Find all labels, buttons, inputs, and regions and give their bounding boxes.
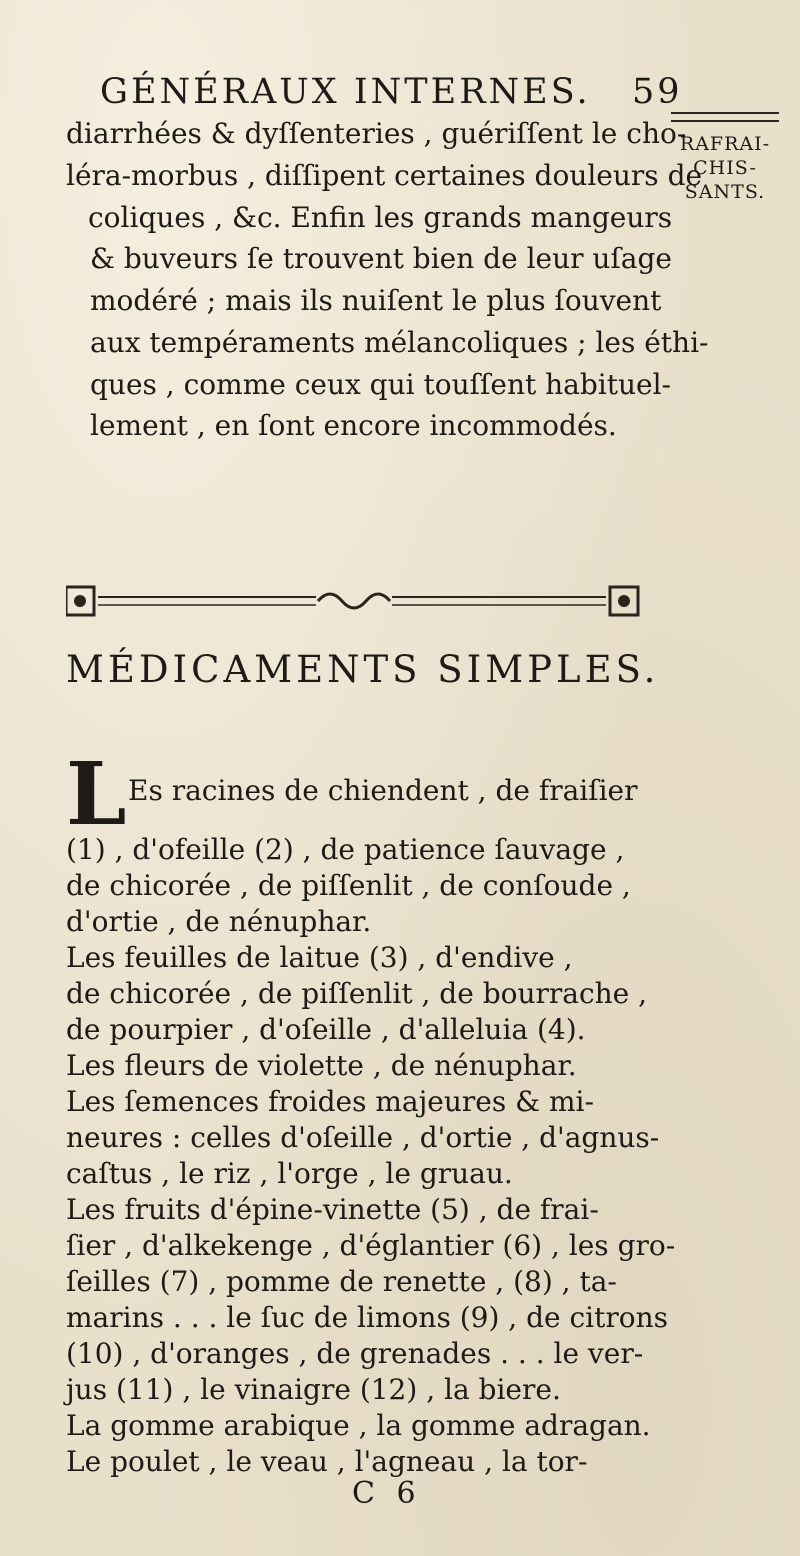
margin-rule	[671, 112, 779, 122]
text-line: neures : celles d'oſeille , d'ortie , d'agnus-	[66, 1121, 660, 1154]
text-line: & buveurs ſe trouvent bien de leur uſage	[90, 242, 672, 275]
text-line: jus (11) , le vinaigre (12) , la biere.	[66, 1373, 561, 1406]
text-line: ques , comme ceux qui touſſent habituel-	[90, 368, 671, 401]
text-line: ſier , d'alkekenge , d'églantier (6) , les gro-	[66, 1229, 676, 1262]
text-line: de chicorée , de piſſenlit , de bourrache ,	[66, 977, 648, 1010]
text-line: léra-morbus , diſſipent certaines douleurs de	[66, 159, 703, 192]
page-number: 59	[632, 72, 683, 112]
text-line: La gomme arabique , la gomme adragan.	[66, 1409, 651, 1442]
text-line: coliques , &c. Enfin les grands mangeurs	[88, 201, 673, 234]
text-line: Le poulet , le veau , l'agneau , la tor-	[66, 1445, 588, 1478]
catchword: C 6	[352, 1476, 422, 1511]
text-line: Les ſemences froides majeures & mi-	[66, 1085, 594, 1118]
text-line: de chicorée , de piſſenlit , de conſoude ,	[66, 869, 631, 902]
margin-note-line-1: RAFRAI-	[679, 133, 771, 155]
running-head	[100, 72, 683, 112]
margin-note-line-2: CHIS-	[693, 157, 757, 179]
ornament-divider	[66, 583, 640, 623]
text-line: aux tempéraments mélancoliques ; les éthi-	[90, 326, 709, 359]
first-body-line: Es racines de chiendent , de fraiſier	[128, 774, 638, 807]
text-line: (10) , d'oranges , de grenades . . . le ver-	[66, 1337, 644, 1370]
text-line: caſtus , le riz , l'orge , le gruau.	[66, 1157, 513, 1190]
text-line: lement , en ſont encore incommodés.	[90, 409, 617, 442]
drop-cap: L	[66, 744, 127, 845]
text-line: Les feuilles de laitue (3) , d'endive ,	[66, 941, 573, 974]
running-title: GÉNÉRAUX INTERNES.	[100, 72, 591, 112]
text-line: marins . . . le ſuc de limons (9) , de citrons	[66, 1301, 668, 1334]
text-line: de pourpier , d'oſeille , d'alleluia (4).	[66, 1013, 586, 1046]
text-line: ſeilles (7) , pomme de renette , (8) , ta-	[66, 1265, 617, 1298]
text-line: (1) , d'ofeille (2) , de patience ſauvage ,	[66, 833, 625, 866]
text-line: diarrhées & dyſſenteries , guériſſent le cho-	[66, 117, 687, 150]
text-line: modéré ; mais ils nuiſent le plus ſouvent	[90, 284, 662, 317]
section-title: MÉDICAMENTS SIMPLES.	[66, 648, 660, 691]
text-line: Les fleurs de violette , de nénuphar.	[66, 1049, 577, 1082]
text-line: d'ortie , de nénuphar.	[66, 905, 372, 938]
margin-note-line-3: SANTS.	[684, 181, 766, 203]
text-line: Les fruits d'épine-vinette (5) , de frai-	[66, 1193, 599, 1226]
